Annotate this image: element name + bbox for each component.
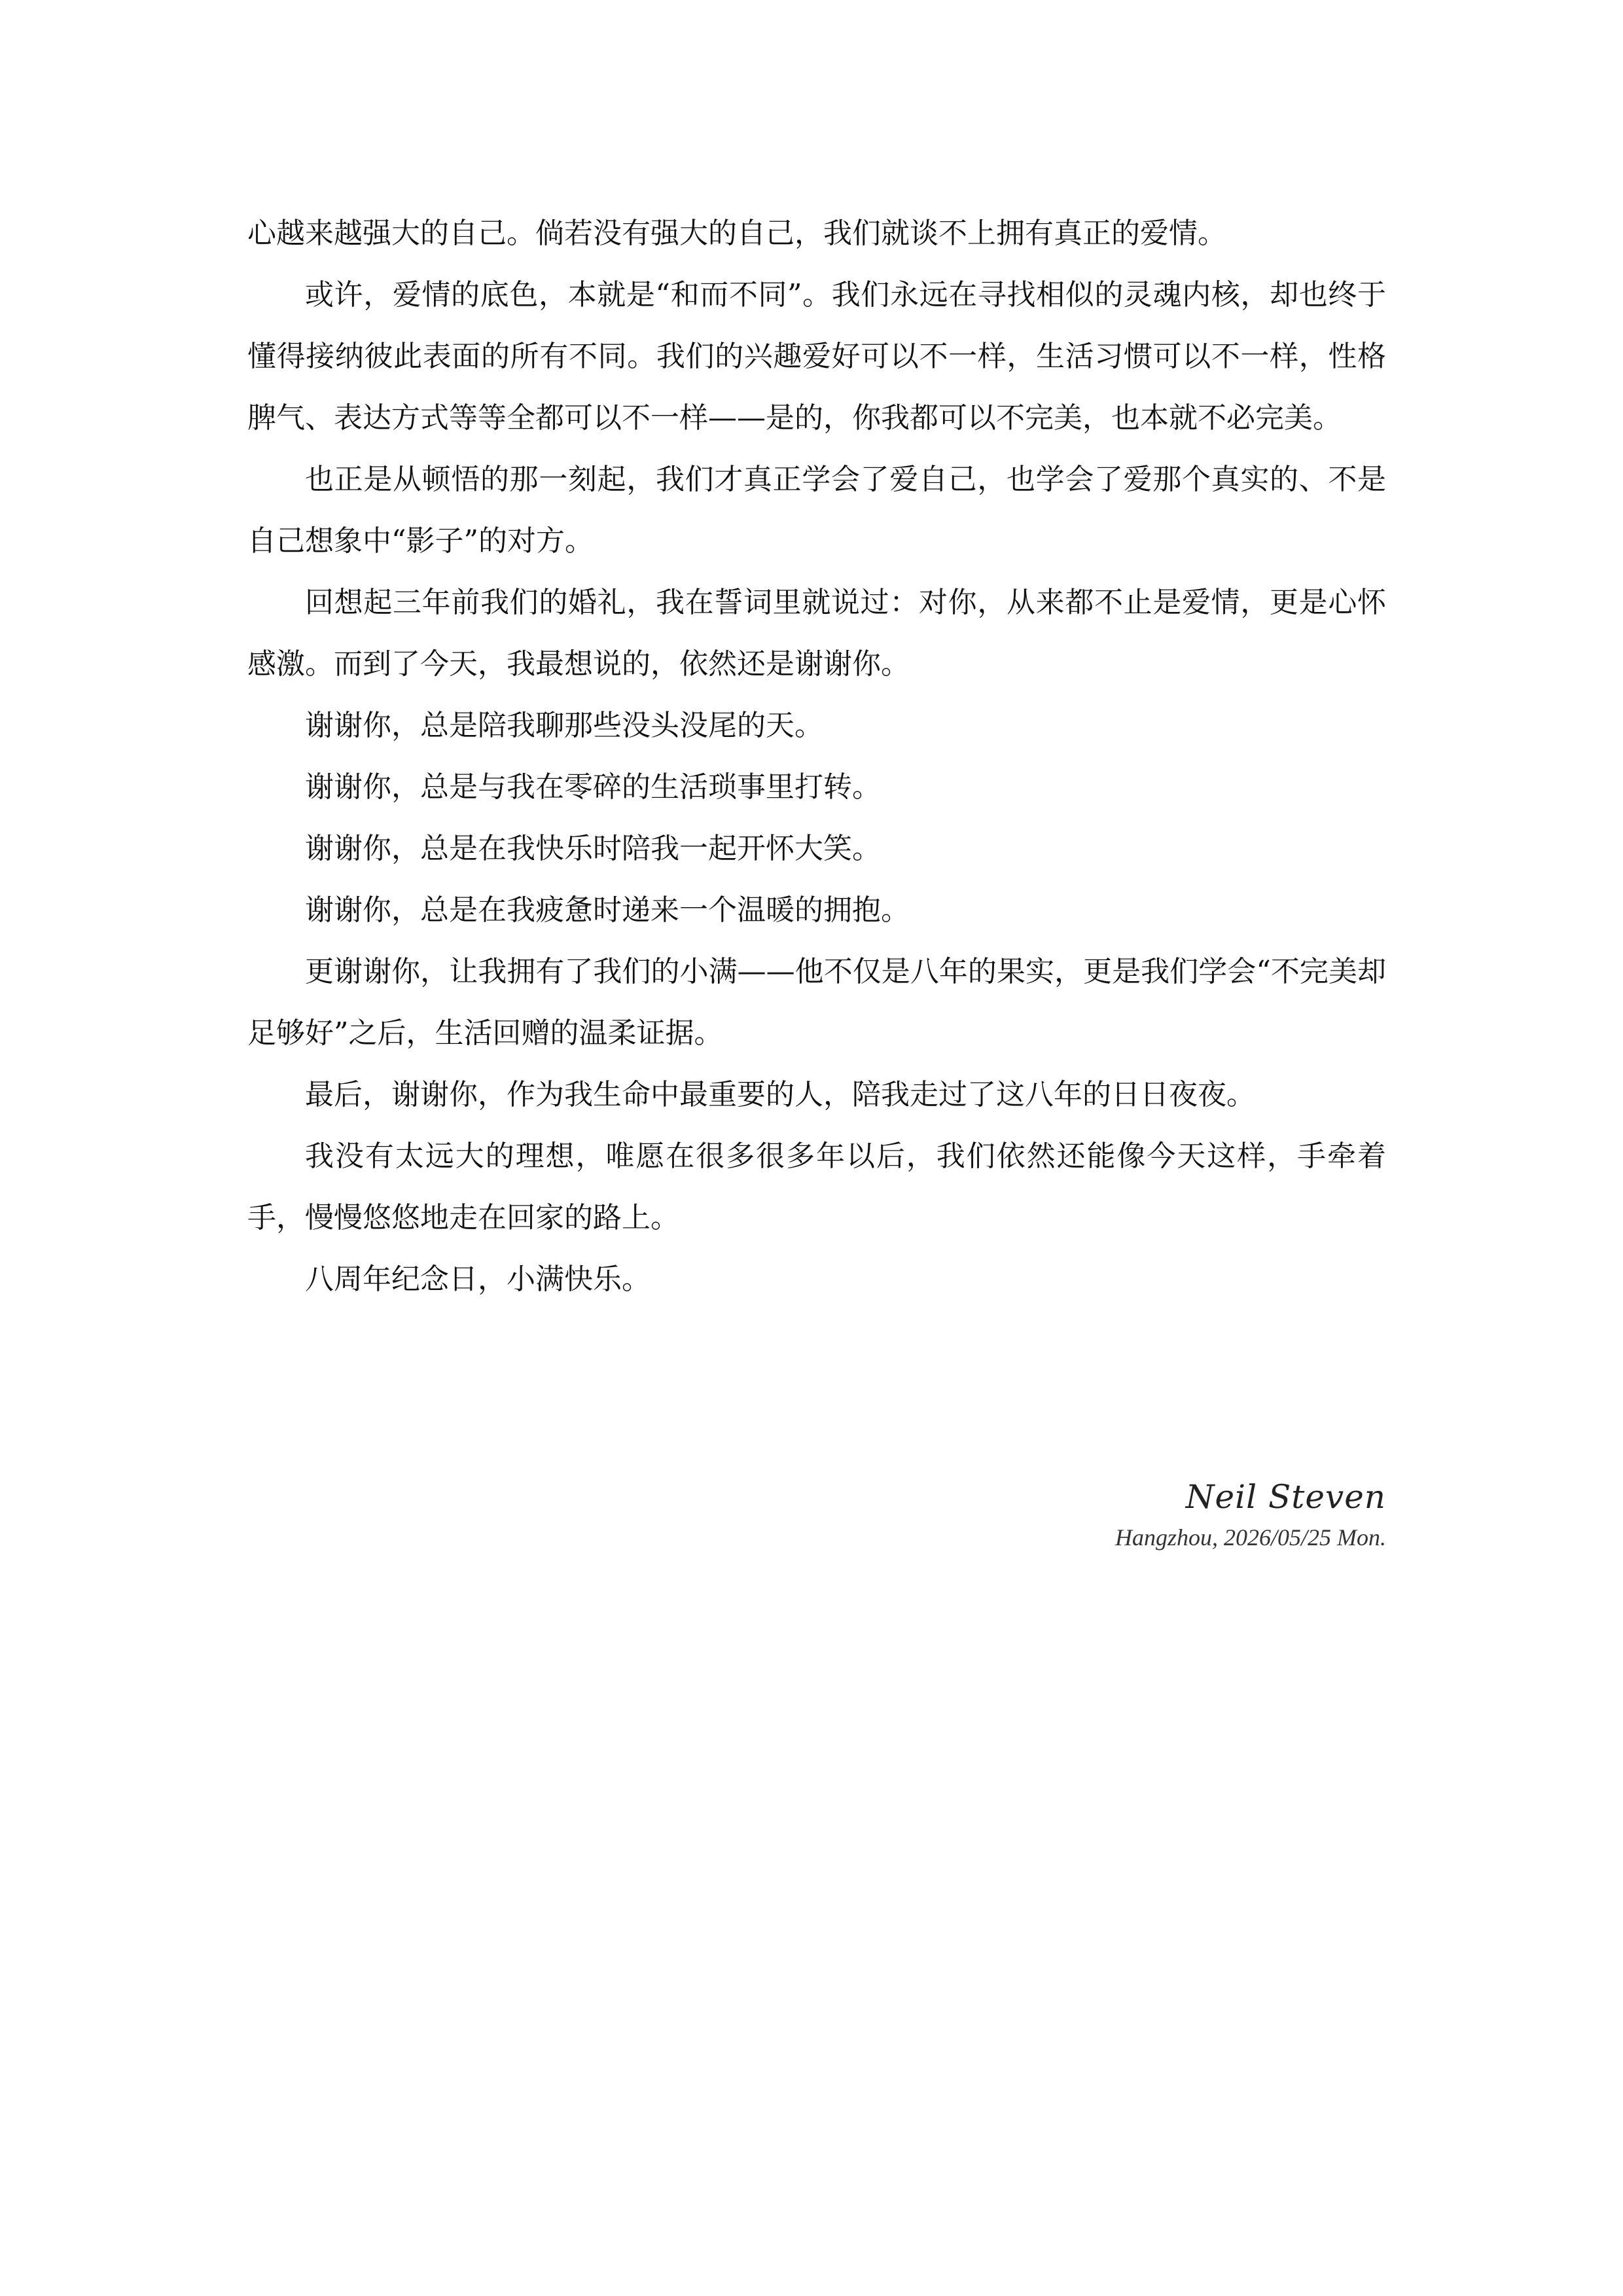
signature-place-date: Hangzhou, 2026/05/25 Mon. xyxy=(1115,1524,1386,1551)
paragraph: 回想起三年前我们的婚礼，我在誓词里就说过：对你，从来都不止是爱情，更是心怀感激。而到了今天，我最想说的，依然还是谢谢你。 xyxy=(247,586,1386,681)
paragraph: 我没有太远大的理想，唯愿在很多很多年以后，我们依然还能像今天这样，手牵着手，慢慢悠悠地走在回家的路上。 xyxy=(247,1139,1386,1234)
paragraph: 谢谢你，总是与我在零碎的生活琐事里打转。 xyxy=(305,770,881,804)
letter-body xyxy=(247,203,1386,1310)
paragraph: 谢谢你，总是在我疲惫时递来一个温暖的拥抱。 xyxy=(305,893,910,927)
paragraph-continuation: 心越来越强大的自己。倘若没有强大的自己，我们就谈不上拥有真正的爱情。 xyxy=(247,217,1226,250)
paragraph: 谢谢你，总是陪我聊那些没头没尾的天。 xyxy=(305,709,823,742)
paragraph: 更谢谢你，让我拥有了我们的小满——他不仅是八年的果实，更是我们学会“不完美却足够好”之后，生活回赠的温柔证据。 xyxy=(247,955,1386,1050)
paragraph: 或许，爱情的底色，本就是“和而不同”。我们永远在寻找相似的灵魂内核，却也终于懂得接纳彼此表面的所有不同。我们的兴趣爱好可以不一样，生活习惯可以不一样，性格脾气、表达方式等等全都可以不一样——是的，你我都可以不完美，也本就不必完美。 xyxy=(247,278,1386,435)
paragraph: 谢谢你，总是在我快乐时陪我一起开怀大笑。 xyxy=(305,832,881,865)
paragraph: 最后，谢谢你，作为我生命中最重要的人，陪我走过了这八年的日日夜夜。 xyxy=(305,1078,1255,1111)
paragraph: 八周年纪念日，小满快乐。 xyxy=(305,1263,651,1296)
signature-block xyxy=(1115,1474,1386,1555)
signature-name: Neil Steven xyxy=(1185,1478,1386,1516)
paragraph: 也正是从顿悟的那一刻起，我们才真正学会了爱自己，也学会了爱那个真实的、不是自己想象中“影子”的对方。 xyxy=(247,463,1386,558)
